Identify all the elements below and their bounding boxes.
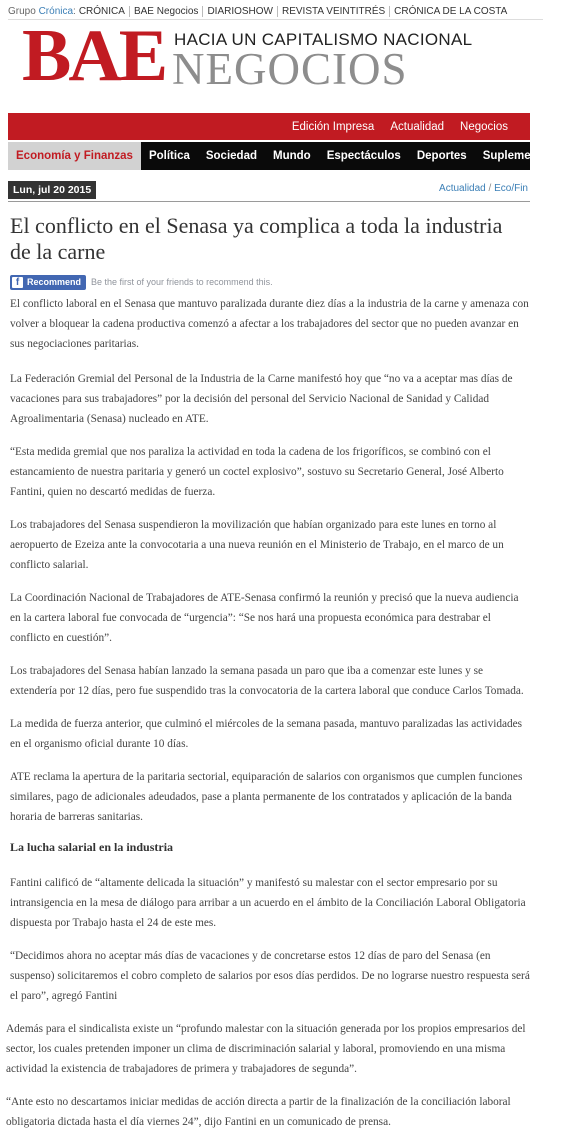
article-date: Lun, jul 20 2015 <box>8 181 96 199</box>
breadcrumb-ecofin[interactable]: Eco/Fin <box>494 183 528 194</box>
date-bar <box>8 178 530 202</box>
breadcrumb-separator: / <box>485 183 495 194</box>
group-link-cronica-costa[interactable]: CRÓNICA DE LA COSTA <box>389 6 511 17</box>
logo-negocios: NEGOCIOS <box>172 44 408 94</box>
article-paragraph: Los trabajadores del Senasa suspendieron la movilización que habían organizado para este lunes en torno al aeropuerto de Ezeiza ante la convocotaria a una nueva reunión en el Ministerio de Trabajo, en el marco de un conflicto salarial. <box>10 519 504 571</box>
top-nav-negocios[interactable]: Negocios <box>460 120 508 133</box>
section-nav <box>8 142 555 170</box>
article-paragraph: ATE reclama la apertura de la paritaria sectorial, equiparación de salarios con organismos que cumplen funciones similares, pago de adicionales adeudados, pase a planta permanente de los contratados y aplicación de la banda horaria de barreras sanitarias. <box>10 771 523 823</box>
article-paragraph: El conflicto laboral en el Senasa que mantuvo paralizada durante diez días a la industria de la carne y amenaza con volver a bloquear la cadena productiva comenzó a afectar a los trabajadores del sector que no pueden avanzar en sus negociaciones paritarias. <box>10 298 529 350</box>
facebook-recommend <box>10 274 273 290</box>
logo-tagline: HACIA UN CAPITALISMO NACIONAL <box>174 30 473 49</box>
group-label-prefix: Grupo <box>8 5 36 17</box>
article-headline: El conflicto en el Senasa ya complica a toda la industria de la carne <box>10 213 503 264</box>
section-nav-mundo[interactable]: Mundo <box>273 150 311 162</box>
top-nav-actualidad[interactable]: Actualidad <box>390 120 445 133</box>
top-nav-edicion-impresa[interactable]: Edición Impresa <box>291 120 375 133</box>
logo-bae: BAE <box>22 15 166 97</box>
article-paragraph: Además para el sindicalista existe un “profundo malestar con la situación generada por los propios empresarios del sector, los cuales pretenden imponer un clima de discriminación salarial y laboral, promoviendo en una misma actividad la existencia de trabajadores de primera y trabajadores de segunda”. <box>6 1023 526 1075</box>
breadcrumb-actualidad[interactable]: Actualidad <box>439 183 486 194</box>
section-nav-economia[interactable]: Economía y Finanzas <box>8 142 141 170</box>
group-link-veintitres[interactable]: REVISTA VEINTITRÉS <box>277 6 389 17</box>
article-body <box>6 294 530 1145</box>
top-nav <box>8 113 530 140</box>
section-nav-deportes[interactable]: Deportes <box>416 150 467 162</box>
section-nav-suplementos[interactable]: Suplementos <box>482 150 555 162</box>
section-nav-sociedad[interactable]: Sociedad <box>205 150 257 162</box>
article-paragraph: La Coordinación Nacional de Trabajadores de ATE-Senasa confirmó la reunión y precisó que la nueva audiencia en la cartera laboral fue convocada de “urgencia”: “Se nos hará una propuesta económica para destrabar el conflicto en cuestión”. <box>10 592 519 644</box>
group-label-suffix: : <box>73 5 76 17</box>
article-paragraph: La medida de fuerza anterior, que culminó el miércoles de la semana pasada, mantuvo paralizadas las actividades en el organismo oficial durante 10 días. <box>10 718 523 750</box>
group-link-bae-negocios[interactable]: BAE Negocios <box>129 6 202 17</box>
article-subheading: La lucha salarial en la industria <box>10 840 174 854</box>
article-paragraph: Los trabajadores del Senasa habían lanzado la semana pasada un paro que iba a comenzar este lunes y se extendería por 12 días, pero fue suspendido tras la convocatoria de la cartera laboral que conduce Carlos Tomada. <box>10 665 524 697</box>
article-paragraph: Fantini calificó de “altamente delicada la situación” y manifestó su malestar con el sector empresario por su intransigencia en la mesa de diálogo para arribar a un acuerdo en el ámbito de la Conciliación Laboral Obligatoria dispuesta por Trabajo hasta el 24 de este mes. <box>10 877 526 929</box>
group-link-cronica[interactable]: CRÓNICA <box>78 5 125 17</box>
recommend-button[interactable] <box>10 275 86 290</box>
group-label-brand[interactable]: Crónica <box>38 5 74 17</box>
article-paragraph: La Federación Gremial del Personal de la Industria de la Carne manifestó hoy que “no va a aceptar mas días de vacaciones para sus trabajadores” por la decisión del personal del Servicio Nacional de Sanidad y Calidad Agroalimentaria (Senasa) nucleado en ATE. <box>10 373 513 425</box>
recommend-button-label: Recommend <box>27 277 82 287</box>
section-nav-espectaculos[interactable]: Espectáculos <box>326 150 401 162</box>
site-logo[interactable] <box>22 15 473 97</box>
group-link-diarioshow[interactable]: DIARIOSHOW <box>202 6 277 17</box>
breadcrumb <box>439 183 528 194</box>
section-nav-politica[interactable]: Política <box>148 150 190 162</box>
article-paragraph: “Esta medida gremial que nos paraliza la actividad en toda la cadena de los frigoríficos, se combinó con el estancamiento de nuestra paritaria y generó un coctel explosivo”, sostuvo su Secretario General, José Alberto Fantini, quien no descartó medidas de fuerza. <box>10 446 504 498</box>
article-paragraph: “Ante esto no descartamos iniciar medidas de acción directa a partir de la finalización de la conciliación laboral obligatoria dictada hasta el día viernes 24”, dijo Fantini en un comunicado de prensa. <box>6 1096 511 1128</box>
facebook-icon: f <box>12 277 23 288</box>
recommend-note: Be the first of your friends to recommend this. <box>91 277 273 287</box>
article-paragraph: “Decidimos ahora no aceptar más días de vacaciones y de concretarse estos 12 días de paro del Senasa (en suspenso) solicitaremos el cobro completo de salarios por esos días perdidos. De no lograrse nuestro respuesta será el paro”, agregó Fantini <box>10 950 530 1002</box>
